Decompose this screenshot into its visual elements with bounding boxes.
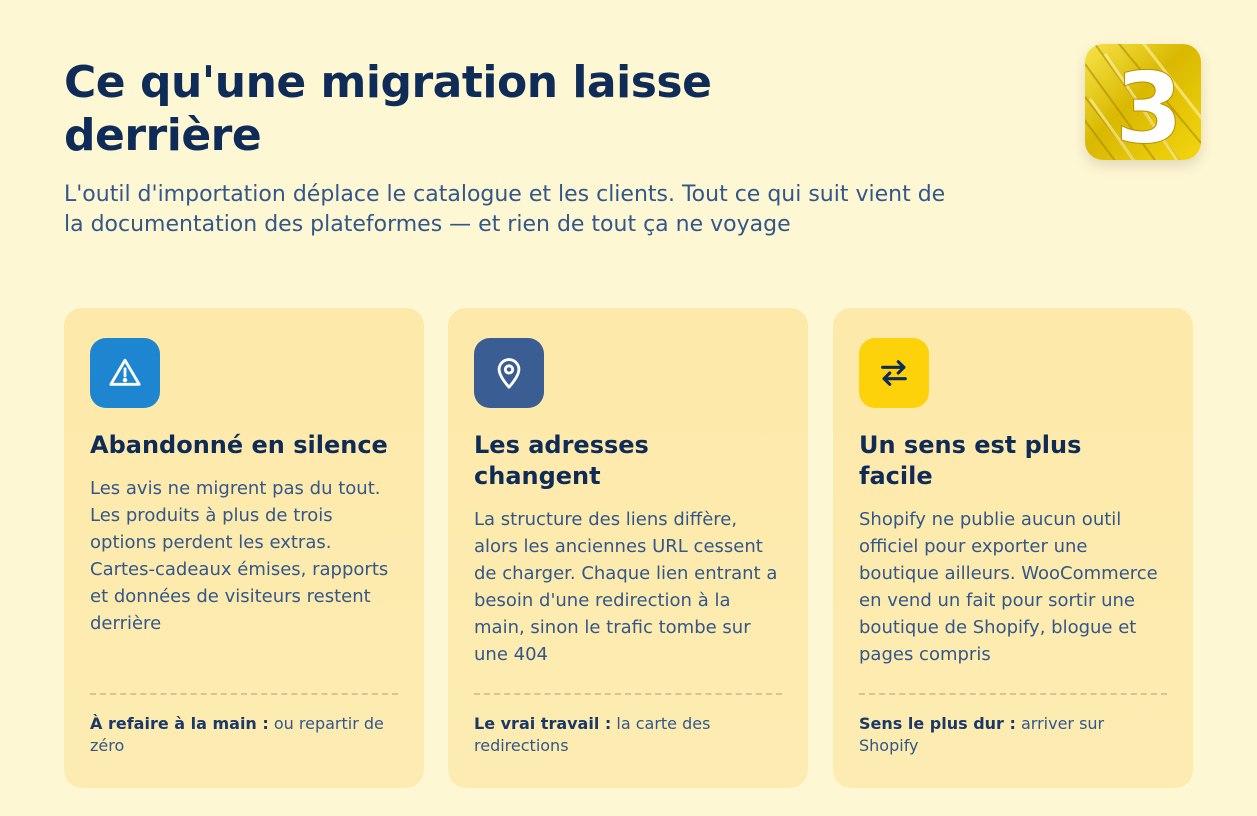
card-divider [90, 693, 398, 695]
card-abandoned [64, 308, 424, 788]
number-badge [1085, 44, 1201, 160]
card-addresses [448, 308, 808, 788]
card-footer-text: la carte des redirections [474, 714, 711, 755]
card-footer-text: ou repartir de zéro [90, 714, 384, 755]
card-title: Abandonné en silence [90, 431, 388, 459]
card-divider [859, 693, 1167, 695]
card-body: La structure des liens diffère, alors les anciennes URL cessent de charger. Chaque lien entrant a besoin d'une redirection à la main, sinon le trafic tombe sur une 404 [474, 509, 778, 665]
warning-triangle-icon [90, 338, 160, 408]
card-footer [859, 713, 1159, 757]
card-body: Shopify ne publie aucun outil officiel pour exporter une boutique ailleurs. WooCommerce en vend un fait pour sortir une boutique de Shopify, blogue et pages compris [859, 509, 1158, 665]
page-title: Ce qu'une migration laisse derrière [64, 57, 712, 161]
map-pin-icon [474, 338, 544, 408]
card-direction [833, 308, 1193, 788]
card-body: Les avis ne migrent pas du tout. Les produits à plus de trois options perdent les extras. Cartes-cadeaux émises, rapports et données de visiteurs restent derrière [90, 478, 389, 634]
card-footer [474, 713, 774, 757]
badge-number: 3 [1114, 52, 1184, 160]
card-footer-label: À refaire à la main : [90, 714, 269, 733]
card-divider [474, 693, 782, 695]
card-title: Un sens est plus facile [859, 431, 1082, 490]
card-footer-text: arriver sur Shopify [859, 714, 1105, 755]
swap-arrows-icon [859, 338, 929, 408]
card-footer-label: Sens le plus dur : [859, 714, 1016, 733]
page-subtitle: L'outil d'importation déplace le catalogue et les clients. Tout ce qui suit vient de la documentation des plateformes — et rien de tout ça ne voyage [64, 182, 946, 237]
card-title: Les adresses changent [474, 431, 649, 490]
card-footer [90, 713, 390, 757]
card-footer-label: Le vrai travail : [474, 714, 612, 733]
